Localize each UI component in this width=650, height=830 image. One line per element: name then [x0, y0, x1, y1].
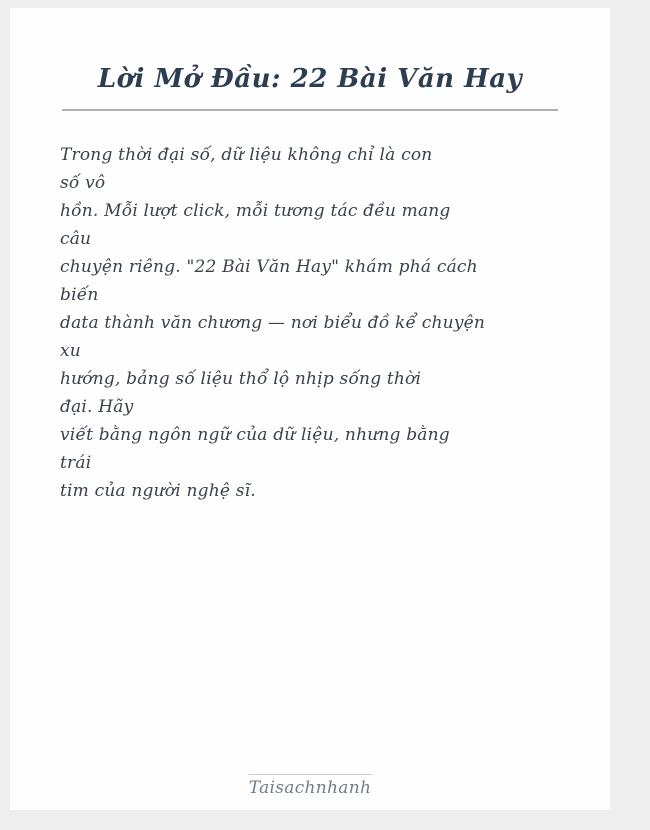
body-line: tim của người nghệ sĩ. [60, 481, 256, 501]
document-page [10, 8, 610, 810]
footer-brand: Taisachnhanh [248, 778, 372, 798]
body-line: data thành văn chương — nơi biểu đồ kể chuyện [60, 313, 486, 333]
body-line: hướng, bảng số liệu thổ lộ nhịp sống thời [60, 369, 422, 389]
body-line: số vô [60, 173, 106, 193]
title-divider [62, 109, 558, 111]
body-line: biến [60, 285, 99, 305]
body-line: trái [60, 453, 92, 473]
body-line: Trong thời đại số, dữ liệu không chỉ là con [60, 145, 433, 165]
body-paragraph [60, 141, 558, 505]
body-line: đại. Hãy [60, 397, 134, 417]
body-line: chuyện riêng. "22 Bài Văn Hay" khám phá cách [60, 257, 478, 277]
body-line: xu [60, 341, 81, 361]
body-line: hồn. Mỗi lượt click, mỗi tương tác đều mang [60, 201, 451, 221]
page-footer [10, 774, 610, 798]
body-line: viết bằng ngôn ngữ của dữ liệu, nhưng bằng [60, 425, 450, 445]
body-line: câu [60, 229, 92, 249]
page-title: Lời Mở Đầu: 22 Bài Văn Hay [97, 64, 523, 94]
footer-divider [248, 774, 372, 775]
